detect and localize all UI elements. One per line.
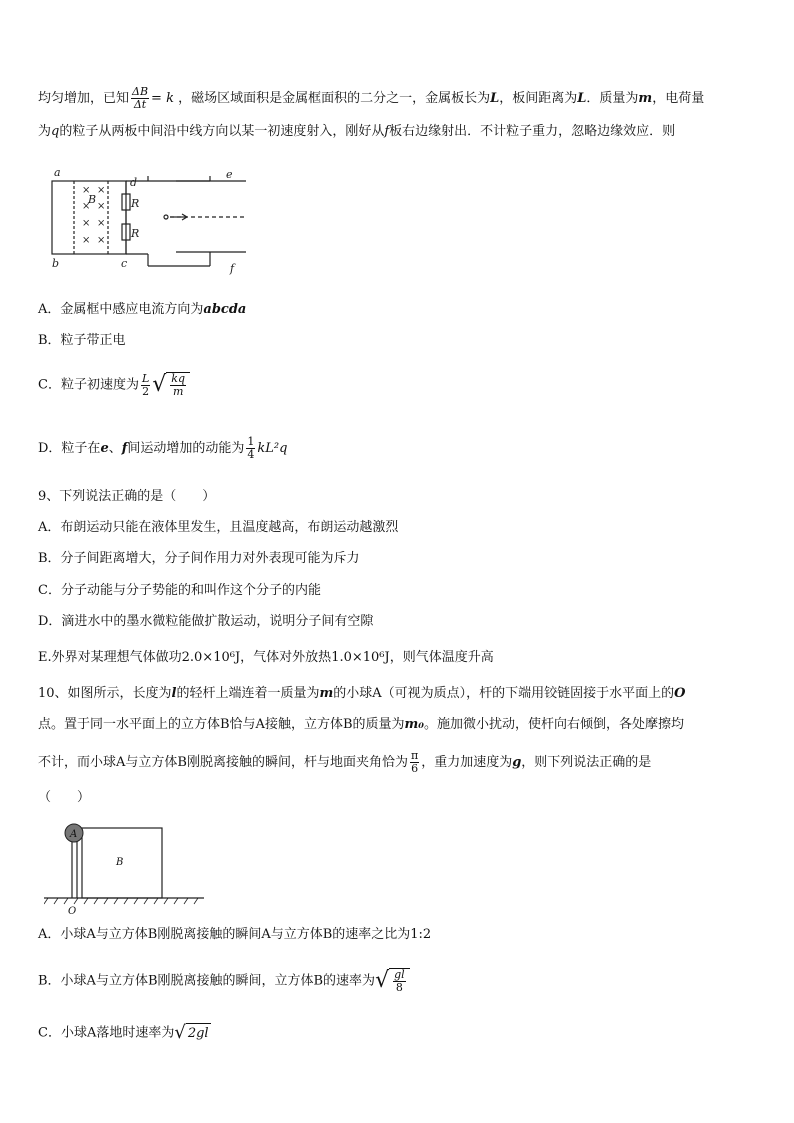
q10-line-1 [38,684,686,704]
text: 板右边缘射出．不计粒子重力，忽略边缘效应．则 [389,124,676,139]
q9-stem [38,487,215,507]
text: ．质量为 [586,91,639,106]
label-B: B [88,193,97,206]
text: 不计，而小球A与立方体B刚脱离接触的瞬间，杆与地面夹角恰为 [38,755,408,770]
frac-den: 8 [395,981,403,994]
text: ，板间距离为 [499,91,578,106]
value-heat: 1.0×10⁶J [331,650,390,665]
q9-option-e [38,648,494,668]
sqrt-content: 2gl [186,1023,211,1044]
text: 点。置于同一水平面上的立方体B恰与A接触，立方体B的质量为 [38,717,405,732]
q8-option-c [38,372,190,398]
frac-den: 6 [411,762,419,775]
text: C．小球A落地时速率为 [38,1025,175,1041]
frac-den: 4 [247,448,255,461]
value-work: 2.0×10⁶J [181,650,241,665]
cross-mark: × [97,235,106,246]
text: ，重力加速度为 [421,755,513,770]
text: 9、下列说法正确的是（ ） [38,489,216,504]
var-abcda: abcda [203,302,247,317]
hatch [194,898,198,904]
frac-num: 1 [247,435,255,448]
hatch [44,898,48,904]
label-c: c [121,257,128,270]
text: D．滴进水中的墨水微粒能做扩散运动，说明分子间有空隙 [38,614,374,629]
label-a: a [54,166,61,179]
hatch [64,898,68,904]
text: 。施加微小扰动，使杆向右倾倒，各处摩擦均 [423,717,684,732]
var-L: L [577,91,587,106]
text: ，则下列说法正确的是 [521,755,652,770]
angle-fraction [410,750,419,775]
text: A．布朗运动只能在液体里发生，且温度越高，布朗运动越激烈 [38,520,399,535]
cross-mark: × [82,235,91,246]
label-B: B [116,857,124,868]
q8-option-d [38,436,287,461]
text: 的小球A（可视为质点），杆的下端用铰链固接于水平面上的 [333,686,675,701]
text: 间运动增加的动能为 [127,441,245,456]
text: （ ） [38,790,91,805]
hatch [74,898,78,904]
text: A．小球A与立方体B刚脱离接触的瞬间A与立方体B的速率之比为1:2 [38,927,432,942]
frac-num: gl [394,968,405,981]
label-e: e [226,168,233,181]
text: E.外界对某理想气体做功 [38,650,182,665]
var-g: g [512,755,522,770]
var-O: O [674,686,686,701]
cross-mark: × [97,201,106,212]
cross-mark: × [82,218,91,229]
label-O: O [68,906,77,917]
frac [170,373,186,398]
hatch [154,898,158,904]
text: ，气体对外放热 [240,650,332,665]
sqrt: √ $\frac{kq}{m}$ [152,372,190,398]
label-A: A [70,829,78,840]
frac-num: L [141,371,150,385]
text: 的粒子从两板中间沿中线方向以某一初速度射入，刚好从 [59,124,385,139]
hatch [134,898,138,904]
frac-num: ΔB [132,85,149,98]
q8-circuit-figure [40,164,270,276]
ratio-eq: = k [151,91,174,106]
text: 、 [108,441,122,456]
q10-option-a [38,925,431,945]
hatch [124,898,128,904]
text: 为 [38,124,52,139]
var-e: e [100,441,109,456]
hatch [174,898,178,904]
hatch [104,898,108,904]
hatch [54,898,58,904]
text: 10、如图所示，长度为 [38,686,172,701]
cross-mark: × [97,218,106,229]
label-R2: R [131,227,140,240]
hatch [114,898,118,904]
sqrt: √ $\frac{gl}{8}$ [375,968,410,994]
q10-line-3 [38,750,651,775]
text: 的轻杆上端连着一质量为 [176,686,320,701]
q10-line-2 [38,715,684,735]
frac [246,436,255,461]
var-f: f [384,124,390,139]
q10-option-c [38,1022,211,1044]
label-R1: R [131,197,140,210]
expr: kL²q [257,441,288,456]
var-m0: m₀ [404,717,424,732]
var-L: L [490,91,500,106]
q8-option-b [38,331,126,351]
q9-option-c [38,581,321,601]
hatch [184,898,188,904]
frac [393,969,406,994]
q8-line-2 [38,122,675,142]
cross-mark: × [82,185,91,196]
text: ，电荷量 [652,91,705,106]
sqrt: √ 2gl [174,1022,209,1043]
cross-mark: × [82,201,91,212]
text: A．金属框中感应电流方向为 [38,302,204,317]
var-f: f [121,441,128,456]
var-m: m [638,91,653,106]
frac-den: Δt [133,98,147,111]
var-l: l [171,686,177,701]
text: B．粒子带正电 [38,333,126,348]
q9-option-b [38,549,360,569]
text: ，则气体温度升高 [389,650,494,665]
hatch [84,898,88,904]
q10-rod-cube-figure [44,818,214,918]
q8-option-a [38,300,246,320]
text: D．粒子在 [38,441,101,456]
var-m: m [319,686,334,701]
text: B．小球A与立方体B刚脱离接触的瞬间，立方体B的速率为 [38,973,376,989]
frac-num: π [410,749,419,762]
text: ，磁场区域面积是金属框面积的二分之一，金属板长为 [178,91,491,106]
frac [141,373,150,398]
text: C．粒子初速度为 [38,377,139,393]
label-d: d [130,176,138,189]
text: B．分子间距离增大，分子间作用力对外表现可能为斥力 [38,551,360,566]
label-b: b [52,257,60,270]
cross-mark: × [97,185,106,196]
text: C．分子动能与分子势能的和叫作这个分子的内能 [38,583,321,598]
q8-line-1 [38,86,704,111]
particle [164,215,168,219]
var-q: q [51,124,60,139]
hatch [164,898,168,904]
ratio-fraction [131,86,149,111]
q10-line-4 [38,788,90,808]
q10-option-b [38,968,410,994]
q9-option-a [38,518,398,538]
label-f: f [230,262,235,275]
frac-den: m [172,385,184,398]
hatch [94,898,98,904]
frac-den: 2 [142,384,150,398]
text: 均匀增加，已知 [38,91,130,106]
q9-option-d [38,612,373,632]
hatch [144,898,148,904]
frac-num: kq [171,372,186,385]
